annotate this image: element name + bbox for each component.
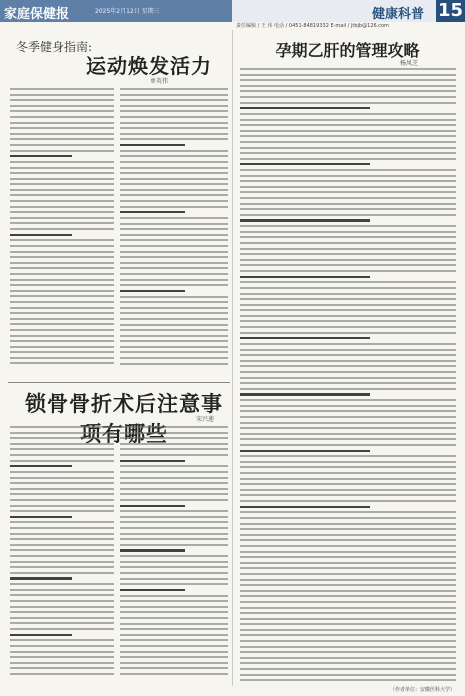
article3-title: 锁骨骨折术后注意事	[25, 391, 223, 416]
author-unit-note: （作者单位：安徽医科大学）	[390, 687, 456, 693]
section-title: 健康科普	[372, 7, 425, 22]
article1-kicker: 冬季健身指南:	[16, 40, 93, 54]
article2-title: 孕期乙肝的管理攻略	[275, 41, 420, 60]
issue-date: 2025年2月12日 星期三	[95, 8, 160, 15]
page-number: 15	[437, 0, 464, 21]
header-right-band	[232, 0, 465, 22]
article2-column	[240, 68, 456, 682]
editor-info: 责任编辑 / 王 伟 电话 / 0451-84819332 E-mail / jtbjb@126.com	[236, 23, 389, 29]
newspaper-name: 家庭保健报	[4, 7, 70, 22]
article-divider	[8, 382, 230, 383]
article1-title: 运动焕发活力	[86, 54, 212, 78]
article3-column-1	[10, 426, 114, 686]
article3-byline: 宋兴莲	[196, 416, 215, 423]
article1-byline: 单英伟	[150, 78, 169, 85]
article1-column-2	[120, 88, 228, 378]
article1-column-1	[10, 88, 114, 378]
article2-byline: 杨凤芝	[400, 60, 419, 67]
column-divider	[232, 30, 233, 686]
header-left-band	[0, 0, 232, 22]
article3-column-2	[120, 426, 228, 686]
page-header	[0, 0, 465, 22]
